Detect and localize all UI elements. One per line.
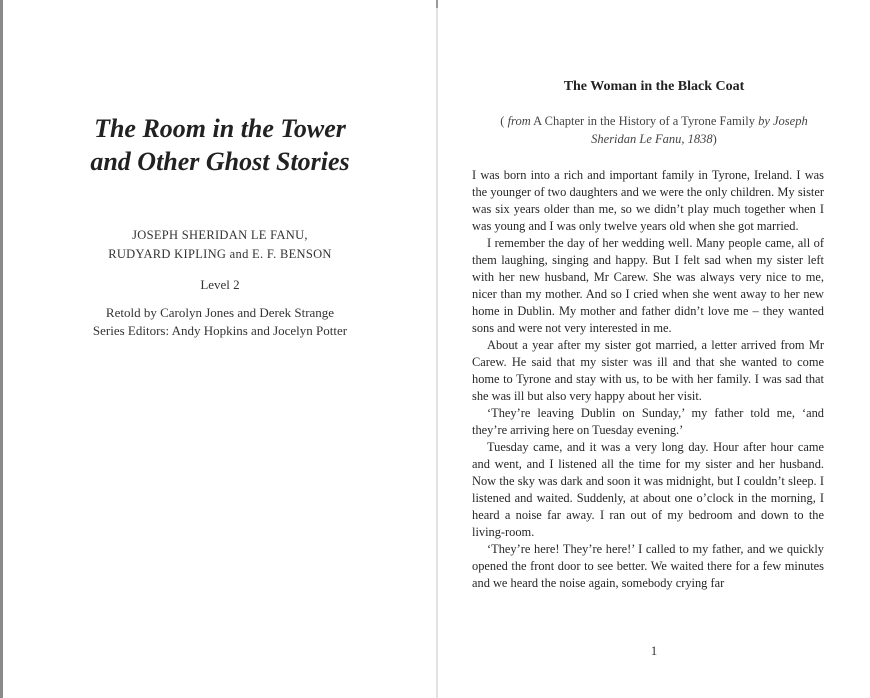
source-open-paren: ( (500, 114, 505, 128)
series-editors: Series Editors: Andy Hopkins and Jocelyn Potter (92, 323, 348, 338)
story-body (472, 167, 824, 592)
authors-line-1: JOSEPH SHERIDAN LE FANU, (132, 228, 308, 242)
book-title-line-2: and Other Ghost Stories (90, 147, 350, 176)
authors (20, 226, 420, 264)
book-title-line-1: The Room in the Tower (94, 114, 346, 143)
paragraph: Tuesday came, and it was a very long day. Hour after hour came and went, and I listened all the time for my sister and her husband. Now the sky was dark and soon it was midnight, but I couldn’t sleep. I listened and waited. Suddenly, at about one o’clock in the morning, I heard a noise far away. I ran out of my bedroom and down to the living-room. (472, 440, 824, 539)
paragraph: ‘They’re leaving Dublin on Sunday,’ my father told me, ‘and they’re arriving here on Tuesday evening.’ (472, 406, 824, 437)
paragraph: I was born into a rich and important family in Tyrone, Ireland. I was the younger of two daughters and we were the only children. My sister was six years older than me, so we didn’t play much together when I was young and I was only twelve years old when she got married. (472, 168, 824, 233)
credits (20, 304, 420, 340)
paragraph: ‘They’re here! They’re here!’ I called to my father, and we quickly opened the front door to see better. We waited there for a few minutes and we heard the noise again, somebody crying far (472, 542, 824, 590)
story-title: The Woman in the Black Coat (563, 79, 745, 94)
page-number: 1 (650, 643, 658, 658)
paragraph: About a year after my sister got married, a letter arrived from Mr Carew. He said that my sister was ill and that she wanted to come home to Tyrone and stay with us, to be with her family. I was sad that she was ill but also very happy about her visit. (472, 338, 824, 403)
source-work: A Chapter in the History of a Tyrone Family (533, 114, 755, 128)
authors-line-2: RUDYARD KIPLING and E. F. BENSON (108, 247, 332, 261)
right-page (438, 0, 870, 698)
paragraph: I remember the day of her wedding well. Many people came, all of them laughing, singing and happy. But I felt sad when my sister left with her new husband, Mr Carew. She was always very nice to me, nicer than my mother. And so I cried when she went away to her new home in Dublin. My mother and father didn’t love me – they wanted sons and were not very interested in me. (472, 236, 824, 335)
book-title (20, 112, 420, 178)
source-close-paren: ) (712, 132, 717, 146)
source-author: by Joseph Sheridan Le Fanu, 1838 (591, 114, 808, 146)
level-label: Level 2 (200, 277, 240, 292)
retold-by: Retold by Carolyn Jones and Derek Strange (105, 305, 335, 320)
story-source (478, 112, 830, 148)
source-from: from (507, 114, 531, 128)
